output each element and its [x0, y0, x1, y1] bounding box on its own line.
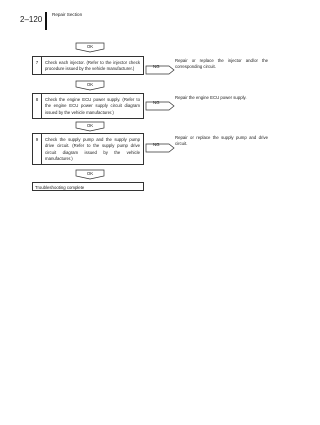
- ok-arrow-3: [75, 121, 105, 132]
- ok-arrow-4: [75, 169, 105, 180]
- ng-label: NG: [153, 64, 160, 70]
- step-box-7: [32, 56, 144, 75]
- step-number: 8: [33, 94, 42, 118]
- ok-label: OK: [86, 171, 94, 176]
- ng-arrow-7: [145, 62, 175, 72]
- section-title: Repair Section: [52, 12, 83, 17]
- ok-label: OK: [86, 123, 94, 128]
- ok-label: OK: [86, 44, 94, 49]
- step-number: 9: [33, 134, 42, 164]
- ng-result-9: Repair or replace the supply pump and drive circuit.: [175, 135, 268, 147]
- ng-arrow-9: [145, 140, 175, 150]
- step-text: Check each injector. (Refer to the injector check procedure issued by the vehicle manufacturer.): [45, 60, 140, 72]
- header-divider: [45, 12, 47, 30]
- ng-arrow-8: [145, 98, 175, 108]
- step-text: Check the supply pump and the supply pump drive circuit. (Refer to the supply pump drive circuit diagram issued by the vehicle manufacturer.): [45, 137, 140, 162]
- step-box-8: [32, 93, 144, 119]
- step-text: Check the engine ECU power supply. (Refer to the engine ECU power supply circuit diagram issued by the vehicle manufacturer.): [45, 97, 140, 115]
- ng-result-8: Repair the engine ECU power supply.: [175, 95, 247, 100]
- ok-arrow-1: [75, 42, 105, 53]
- ng-label: NG: [153, 100, 160, 106]
- page-number: 2–120: [20, 15, 43, 24]
- step-number: 7: [33, 57, 42, 74]
- ng-label: NG: [153, 142, 160, 148]
- step-box-9: [32, 133, 144, 165]
- troubleshooting-complete-box: Troubleshooting complete: [32, 182, 144, 191]
- ok-arrow-2: [75, 80, 105, 91]
- ok-label: OK: [86, 82, 94, 87]
- ng-result-7: Repair or replace the injector and/or the corresponding circuit.: [175, 58, 268, 70]
